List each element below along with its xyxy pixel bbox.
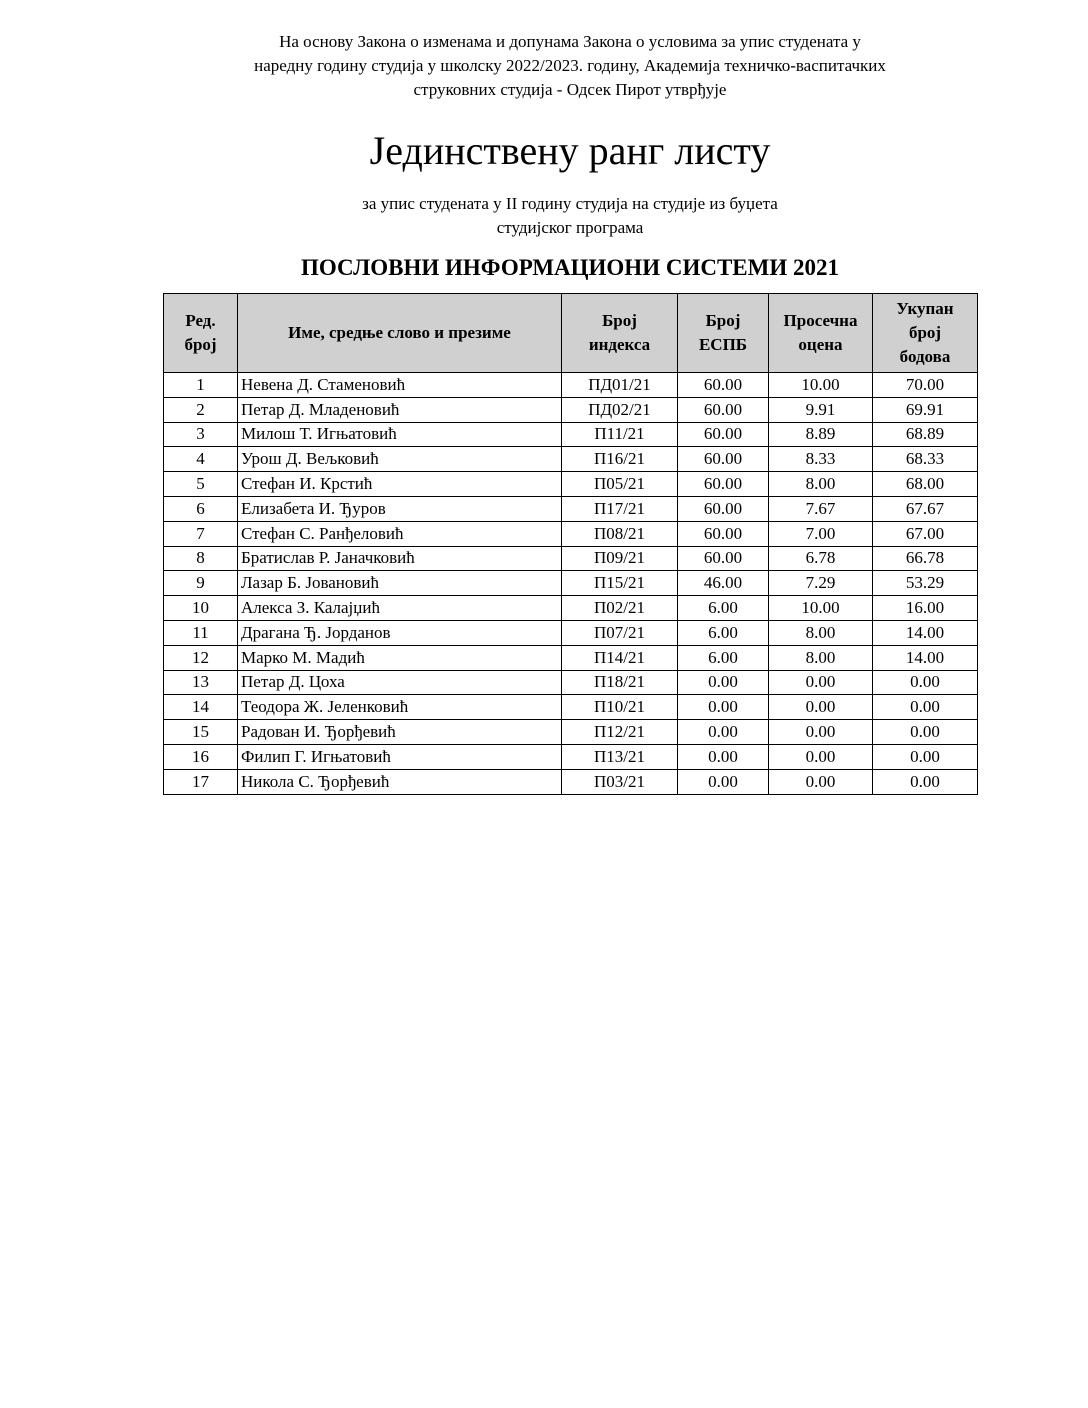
- intro-line: наредну годину студија у школску 2022/2023. годину, Академија техничко-васпитачких: [254, 56, 886, 75]
- cell-index: П02/21: [562, 596, 678, 621]
- table-row: [164, 472, 978, 497]
- cell-index: П12/21: [562, 720, 678, 745]
- intro-line: струковних студија - Одсек Пирот утврђује: [413, 80, 727, 99]
- subtitle-line: студијског програма: [496, 218, 644, 237]
- subtitle: [120, 192, 1020, 240]
- cell-name: Алекса З. Калајџић: [238, 596, 562, 621]
- cell-avg: 0.00: [769, 695, 873, 720]
- table-row: [164, 571, 978, 596]
- cell-name: Теодора Ж. Јеленковић: [238, 695, 562, 720]
- cell-total: 68.33: [873, 447, 978, 472]
- cell-rank: 14: [164, 695, 238, 720]
- cell-total: 0.00: [873, 744, 978, 769]
- table-row: [164, 695, 978, 720]
- cell-index: П08/21: [562, 521, 678, 546]
- table-row: [164, 521, 978, 546]
- cell-index: П07/21: [562, 620, 678, 645]
- cell-espb: 0.00: [678, 695, 769, 720]
- table-row: [164, 546, 978, 571]
- cell-name: Филип Г. Игњатовић: [238, 744, 562, 769]
- cell-avg: 9.91: [769, 397, 873, 422]
- cell-total: 66.78: [873, 546, 978, 571]
- table-row: [164, 645, 978, 670]
- document-title: Јединствену ранг листу: [369, 128, 771, 173]
- intro-line: На основу Закона о изменама и допунама Закона о условима за упис студената у: [279, 32, 861, 51]
- cell-total: 69.91: [873, 397, 978, 422]
- cell-index: П09/21: [562, 546, 678, 571]
- cell-total: 67.67: [873, 496, 978, 521]
- cell-total: 0.00: [873, 720, 978, 745]
- cell-name: Стефан И. Крстић: [238, 472, 562, 497]
- cell-avg: 6.78: [769, 546, 873, 571]
- cell-rank: 8: [164, 546, 238, 571]
- table-row: [164, 769, 978, 794]
- cell-rank: 11: [164, 620, 238, 645]
- cell-total: 14.00: [873, 645, 978, 670]
- table-row: [164, 720, 978, 745]
- cell-avg: 10.00: [769, 596, 873, 621]
- table-row: [164, 670, 978, 695]
- header-total: Укупан број бодова: [873, 294, 978, 373]
- cell-rank: 13: [164, 670, 238, 695]
- cell-espb: 60.00: [678, 546, 769, 571]
- table-row: [164, 496, 978, 521]
- cell-index: П17/21: [562, 496, 678, 521]
- cell-rank: 2: [164, 397, 238, 422]
- cell-index: П14/21: [562, 645, 678, 670]
- cell-rank: 1: [164, 373, 238, 398]
- rank-table: [163, 293, 978, 795]
- cell-rank: 17: [164, 769, 238, 794]
- cell-espb: 60.00: [678, 496, 769, 521]
- cell-rank: 12: [164, 645, 238, 670]
- cell-avg: 7.67: [769, 496, 873, 521]
- cell-index: ПД02/21: [562, 397, 678, 422]
- subtitle-line: за упис студената у II годину студија на студије из буџета: [362, 194, 778, 213]
- table-row: [164, 744, 978, 769]
- cell-espb: 60.00: [678, 373, 769, 398]
- cell-avg: 0.00: [769, 670, 873, 695]
- cell-rank: 7: [164, 521, 238, 546]
- cell-espb: 0.00: [678, 744, 769, 769]
- cell-name: Братислав Р. Јаначковић: [238, 546, 562, 571]
- cell-avg: 0.00: [769, 769, 873, 794]
- cell-rank: 6: [164, 496, 238, 521]
- cell-espb: 6.00: [678, 620, 769, 645]
- cell-total: 16.00: [873, 596, 978, 621]
- cell-avg: 8.00: [769, 645, 873, 670]
- cell-name: Невена Д. Стаменовић: [238, 373, 562, 398]
- cell-rank: 9: [164, 571, 238, 596]
- cell-index: П16/21: [562, 447, 678, 472]
- cell-index: П10/21: [562, 695, 678, 720]
- cell-name: Радован И. Ђорђевић: [238, 720, 562, 745]
- cell-name: Стефан С. Ранђеловић: [238, 521, 562, 546]
- cell-total: 14.00: [873, 620, 978, 645]
- cell-total: 53.29: [873, 571, 978, 596]
- cell-espb: 60.00: [678, 397, 769, 422]
- cell-name: Драгана Ђ. Јорданов: [238, 620, 562, 645]
- program-title: ПОСЛОВНИ ИНФОРМАЦИОНИ СИСТЕМИ 2021: [301, 255, 839, 280]
- table-row: [164, 397, 978, 422]
- cell-espb: 0.00: [678, 769, 769, 794]
- cell-espb: 0.00: [678, 720, 769, 745]
- cell-rank: 15: [164, 720, 238, 745]
- cell-espb: 46.00: [678, 571, 769, 596]
- header-espb: Број ЕСПБ: [678, 294, 769, 373]
- cell-rank: 4: [164, 447, 238, 472]
- cell-index: П13/21: [562, 744, 678, 769]
- cell-avg: 7.00: [769, 521, 873, 546]
- cell-index: П05/21: [562, 472, 678, 497]
- cell-avg: 8.89: [769, 422, 873, 447]
- cell-name: Петар Д. Цоха: [238, 670, 562, 695]
- header-index: Број индекса: [562, 294, 678, 373]
- cell-index: П18/21: [562, 670, 678, 695]
- cell-name: Лазар Б. Јовановић: [238, 571, 562, 596]
- table-row: [164, 373, 978, 398]
- table-row: [164, 620, 978, 645]
- cell-avg: 8.00: [769, 620, 873, 645]
- cell-rank: 3: [164, 422, 238, 447]
- cell-avg: 8.00: [769, 472, 873, 497]
- table-row: [164, 447, 978, 472]
- cell-name: Никола С. Ђорђевић: [238, 769, 562, 794]
- cell-espb: 60.00: [678, 521, 769, 546]
- cell-avg: 10.00: [769, 373, 873, 398]
- cell-name: Петар Д. Младеновић: [238, 397, 562, 422]
- cell-espb: 6.00: [678, 645, 769, 670]
- cell-name: Елизабета И. Ђуров: [238, 496, 562, 521]
- cell-index: ПД01/21: [562, 373, 678, 398]
- cell-index: П15/21: [562, 571, 678, 596]
- cell-rank: 16: [164, 744, 238, 769]
- table-row: [164, 596, 978, 621]
- cell-total: 68.00: [873, 472, 978, 497]
- cell-total: 68.89: [873, 422, 978, 447]
- cell-total: 0.00: [873, 769, 978, 794]
- cell-avg: 0.00: [769, 744, 873, 769]
- cell-name: Урош Д. Вељковић: [238, 447, 562, 472]
- table-row: [164, 422, 978, 447]
- cell-index: П11/21: [562, 422, 678, 447]
- header-rank: Ред. број: [164, 294, 238, 373]
- cell-total: 0.00: [873, 695, 978, 720]
- cell-rank: 10: [164, 596, 238, 621]
- cell-index: П03/21: [562, 769, 678, 794]
- cell-espb: 60.00: [678, 447, 769, 472]
- cell-avg: 8.33: [769, 447, 873, 472]
- table-header-row: [164, 294, 978, 373]
- cell-avg: 7.29: [769, 571, 873, 596]
- cell-total: 67.00: [873, 521, 978, 546]
- cell-total: 70.00: [873, 373, 978, 398]
- cell-rank: 5: [164, 472, 238, 497]
- cell-espb: 60.00: [678, 422, 769, 447]
- header-average: Просечна оцена: [769, 294, 873, 373]
- cell-total: 0.00: [873, 670, 978, 695]
- cell-espb: 60.00: [678, 472, 769, 497]
- cell-avg: 0.00: [769, 720, 873, 745]
- header-name: Име, средње слово и презиме: [238, 294, 562, 373]
- cell-name: Марко М. Мадић: [238, 645, 562, 670]
- cell-name: Милош Т. Игњатовић: [238, 422, 562, 447]
- intro-paragraph: [120, 30, 1020, 102]
- cell-espb: 0.00: [678, 670, 769, 695]
- cell-espb: 6.00: [678, 596, 769, 621]
